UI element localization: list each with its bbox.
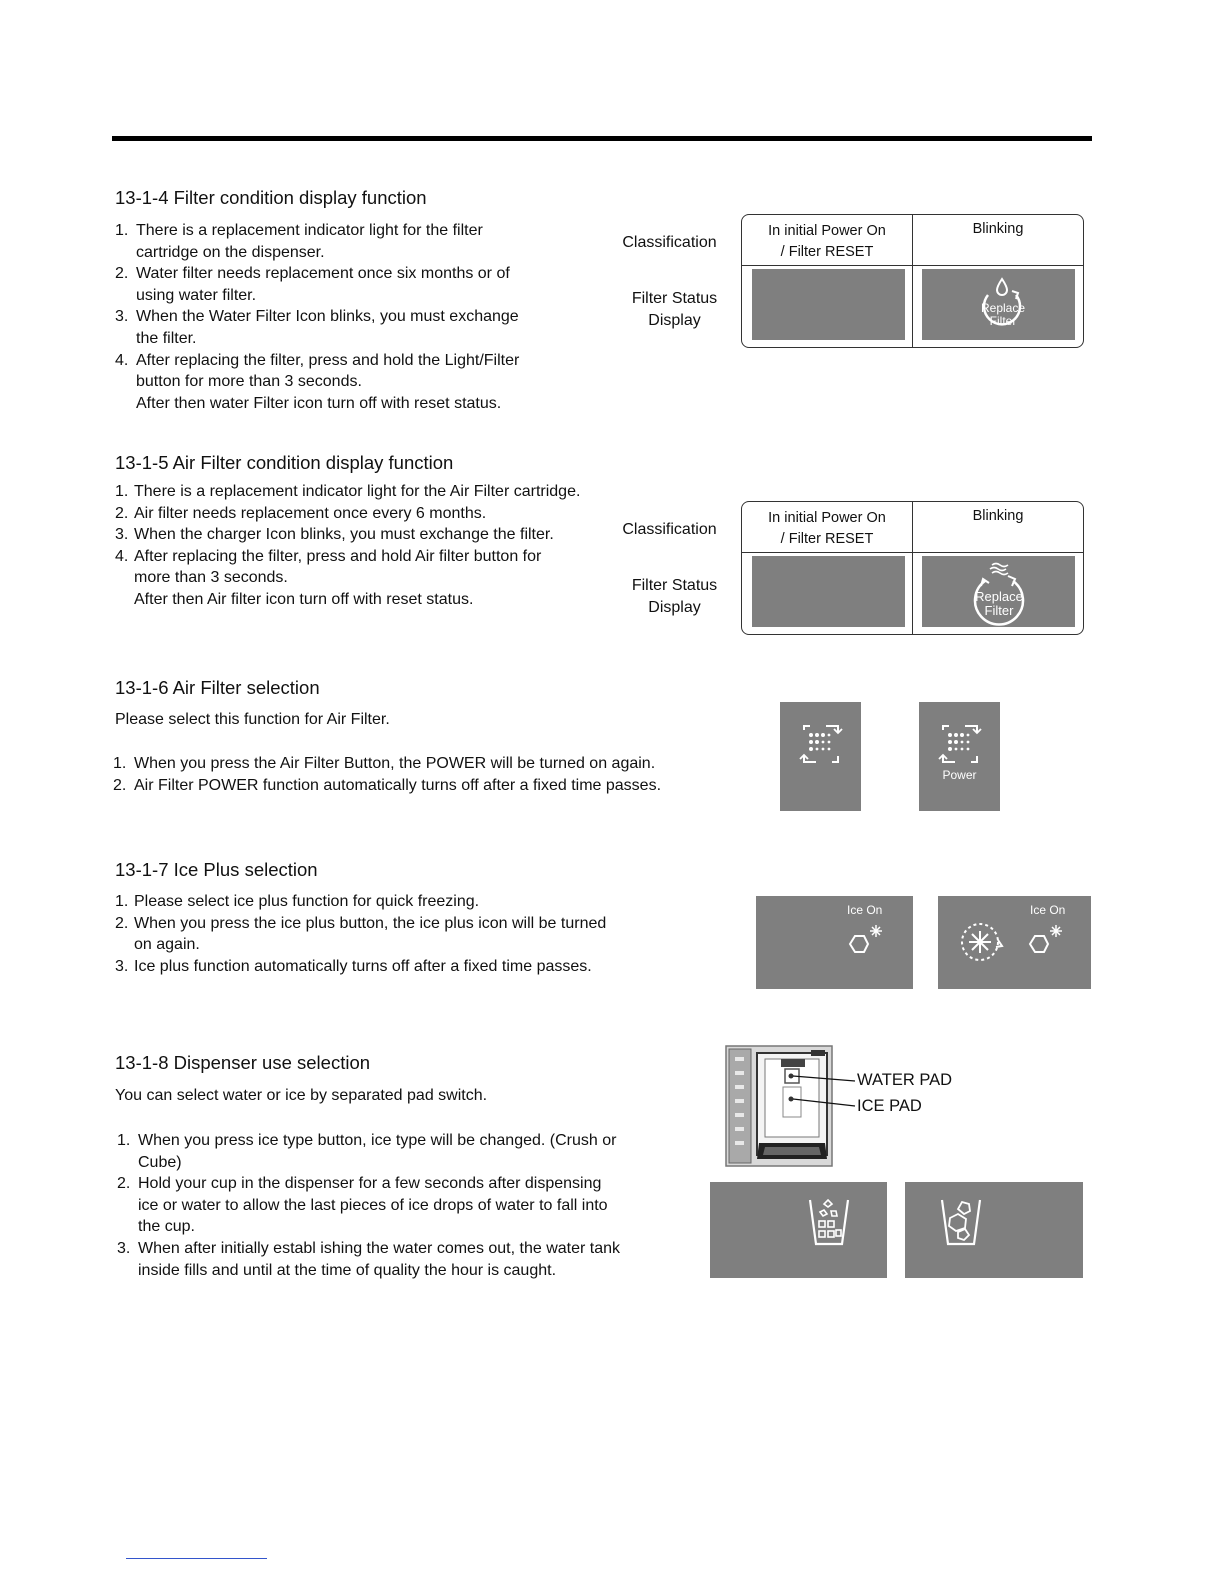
classification-label: Classification — [622, 521, 717, 538]
air-filter-selection-steps — [113, 753, 661, 796]
air-filter-panel-off — [780, 702, 861, 811]
power-label: Power — [942, 768, 977, 782]
status-display-off — [752, 556, 905, 627]
air-filter-status-table — [741, 501, 1084, 635]
list-item: 1. When you press ice type button, ice type will be changed. (Crush or Cube) — [117, 1132, 617, 1171]
section-heading-13-1-7: 13-1-7 Ice Plus selection — [115, 859, 318, 880]
status-display-off — [752, 269, 905, 340]
air-filter-panel-power — [919, 702, 1000, 811]
ice-plus-steps-list — [115, 891, 606, 977]
list-item: 4. After replacing the filter, press and hold the Light/Filter button for more than 3 seconds. After then water Filter icon turn off with reset status. — [115, 351, 520, 412]
ice-type-panel-crushed — [710, 1182, 887, 1278]
air-filter-selection-intro: Please select this function for Air Filter. — [115, 711, 390, 728]
filter-status-label: Filter Status Display — [631, 577, 718, 616]
list-item: 2. Air filter needs replacement once every 6 months. — [115, 504, 487, 522]
air-filter-icon — [798, 722, 844, 766]
section-heading-13-1-8: 13-1-8 Dispenser use selection — [115, 1052, 371, 1073]
status-display-blinking — [922, 556, 1075, 627]
list-item: 1. There is a replacement indicator light for the Air Filter cartridge. — [115, 483, 581, 500]
ice-type-panel-cubed — [905, 1182, 1083, 1278]
list-item: 1. When you press the Air Filter Button, the POWER will be turned on again. — [113, 755, 656, 772]
water-filter-replace-icon — [972, 273, 1032, 337]
footer-link-underline — [126, 1558, 267, 1559]
water-pad-label: WATER PAD — [857, 1071, 953, 1089]
list-item: 2. Water filter needs replacement once six months or of using water filter. — [115, 265, 510, 304]
air-filter-icon — [937, 722, 983, 766]
ice-on-label: Ice On — [1030, 903, 1066, 917]
dispenser-steps-list — [117, 1130, 620, 1281]
section-heading-13-1-5: 13-1-5 Air Filter condition display function — [115, 452, 454, 473]
initial-power-header: In initial Power On / Filter RESET — [768, 510, 886, 547]
list-item: 3. When the Water Filter Icon blinks, you must exchange the filter. — [115, 308, 519, 347]
svg-text:Filter: Filter — [984, 603, 1014, 618]
filter-status-table — [741, 214, 1084, 348]
list-item: 1. Please select ice plus function for quick freezing. — [115, 893, 480, 910]
ice-on-label: Ice On — [847, 903, 883, 917]
dispenser-illustration — [725, 1043, 965, 1169]
list-item: 2. Air Filter POWER function automatically turns off after a fixed time passes. — [113, 776, 662, 794]
initial-power-header: In initial Power On / Filter RESET — [768, 223, 886, 260]
list-item: 3. When the charger Icon blinks, you must exchange the filter. — [115, 526, 554, 544]
list-item: 2. Hold your cup in the dispenser for a few seconds after dispensing ice or water to allow the last pieces of ice drops of water to fall into the cup. — [117, 1175, 608, 1236]
ice-cube-icon — [844, 922, 884, 962]
svg-text:Replace: Replace — [975, 589, 1023, 604]
section-heading-13-1-6: 13-1-6 Air Filter selection — [115, 677, 320, 698]
classification-label: Classification — [622, 234, 717, 251]
filter-status-label: Filter Status Display — [631, 290, 718, 329]
air-filter-replace-icon — [966, 558, 1032, 626]
ice-plus-panel-on — [938, 896, 1091, 989]
svg-text:Filter: Filter — [989, 314, 1017, 328]
dispenser-intro: You can select water or ice by separated pad switch. — [115, 1087, 488, 1104]
list-item: 3. When after initially establ ishing the water comes out, the water tank inside fills and until at the time of quality the hour is caught. — [117, 1239, 621, 1279]
list-item: 4. After replacing the filter, press and hold Air filter button for more than 3 seconds. After then Air filter icon turn off with reset status. — [115, 547, 542, 608]
ice-pad-label: ICE PAD — [857, 1097, 922, 1115]
top-rule — [112, 136, 1092, 141]
list-item: 1. There is a replacement indicator light for the filter cartridge on the dispenser. — [115, 222, 483, 261]
cubed-ice-cup-icon — [938, 1196, 984, 1248]
ice-plus-icon — [956, 920, 1008, 964]
status-display-blinking — [922, 269, 1075, 340]
list-item: 3. Ice plus function automatically turns off after a fixed time passes. — [115, 957, 592, 975]
blinking-header: Blinking — [972, 221, 1024, 237]
list-item: 2. When you press the ice plus button, the ice plus icon will be turned on again. — [115, 914, 607, 954]
svg-text:Replace: Replace — [980, 301, 1026, 315]
ice-plus-panel-off — [756, 896, 913, 989]
air-filter-steps-list — [115, 481, 580, 611]
blinking-header: Blinking — [972, 508, 1024, 524]
ice-cube-icon — [1024, 922, 1064, 962]
section-heading-13-1-4: 13-1-4 Filter condition display function — [115, 187, 427, 208]
filter-steps-list — [115, 220, 519, 414]
crushed-ice-cup-icon — [806, 1196, 852, 1248]
